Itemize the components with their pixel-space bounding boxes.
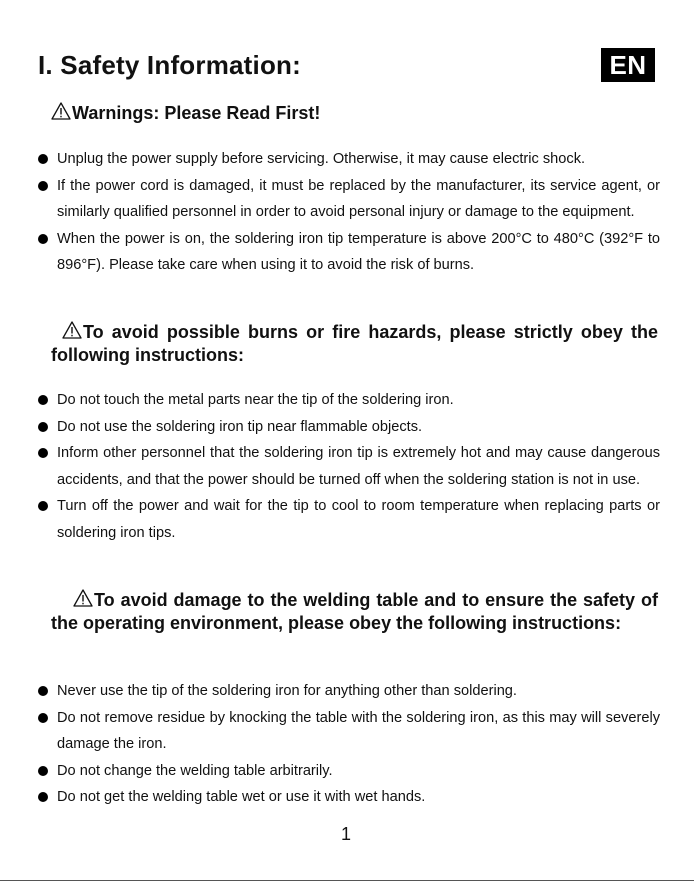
list-item-text: Do not change the welding table arbitrarily. xyxy=(57,762,333,779)
list-item-text: Turn off the power and wait for the tip to cool to room temperature when replacing parts or soldering iron tips. xyxy=(57,498,660,541)
list-item xyxy=(38,784,660,811)
bullet-icon xyxy=(38,154,48,164)
section-heading-text: To avoid possible burns or fire hazards, please strictly obey the following instructions: xyxy=(51,322,658,365)
section-heading-burns xyxy=(51,321,658,367)
warnings-list xyxy=(38,146,660,279)
bottom-divider xyxy=(0,880,694,881)
list-item xyxy=(38,414,660,441)
bullet-icon xyxy=(38,448,48,458)
welding-table-list xyxy=(38,678,660,811)
list-item xyxy=(38,146,660,173)
bullet-icon xyxy=(38,422,48,432)
list-item xyxy=(38,493,660,546)
list-item-text: Never use the tip of the soldering iron for anything other than soldering. xyxy=(57,683,517,699)
list-item-text: Unplug the power supply before servicing. Otherwise, it may cause electric shock. xyxy=(57,151,586,167)
list-item xyxy=(38,678,660,705)
bullet-icon xyxy=(38,395,48,405)
warning-triangle-icon xyxy=(62,321,82,339)
page-title: I. Safety Information: xyxy=(38,50,301,80)
list-item xyxy=(38,440,660,493)
list-item-text: Do not get the welding table wet or use it with wet hands. xyxy=(57,789,426,805)
language-badge: EN xyxy=(601,48,655,82)
bullet-icon xyxy=(38,792,48,802)
section-heading-text: To avoid damage to the welding table and to ensure the safety of the operating environment, please obey the following instructions: xyxy=(51,590,658,633)
list-item-text: Do not remove residue by knocking the table with the soldering iron, as this may will severely damage the iron. xyxy=(57,709,660,752)
list-item-text: Do not use the soldering iron tip near flammable objects. xyxy=(57,418,423,435)
bullet-icon xyxy=(38,766,48,776)
list-item xyxy=(38,226,660,279)
list-item-text: Do not touch the metal parts near the tip of the soldering iron. xyxy=(57,392,454,408)
list-item-text: Inform other personnel that the soldering iron tip is extremely hot and may cause dangerous accidents, and that the power should be turned off when the soldering station is not in use. xyxy=(57,445,660,488)
section-heading-text: Warnings: Please Read First! xyxy=(72,103,321,123)
burns-list xyxy=(38,387,660,546)
bullet-icon xyxy=(38,713,48,723)
bullet-icon xyxy=(38,501,48,511)
list-item xyxy=(38,387,660,414)
section-heading-welding-table xyxy=(51,589,658,635)
section-heading-warnings xyxy=(51,102,658,125)
list-item xyxy=(38,705,660,758)
page-number-text: 1 xyxy=(340,824,351,844)
bullet-icon xyxy=(38,181,48,191)
list-item xyxy=(38,173,660,226)
list-item xyxy=(38,758,660,785)
page-number xyxy=(0,823,694,845)
bullet-icon xyxy=(38,234,48,244)
warning-triangle-icon xyxy=(73,589,93,607)
warning-triangle-icon xyxy=(51,102,71,120)
list-item-text: When the power is on, the soldering iron tip temperature is above 200°C to 480°C (392°F to 896°F). Please take care when using it to avoid the risk of burns. xyxy=(57,230,660,273)
bullet-icon xyxy=(38,686,48,696)
list-item-text: If the power cord is damaged, it must be replaced by the manufacturer, its service agent, or similarly qualified personnel in order to avoid personal injury or damage to the equipment. xyxy=(57,177,660,220)
